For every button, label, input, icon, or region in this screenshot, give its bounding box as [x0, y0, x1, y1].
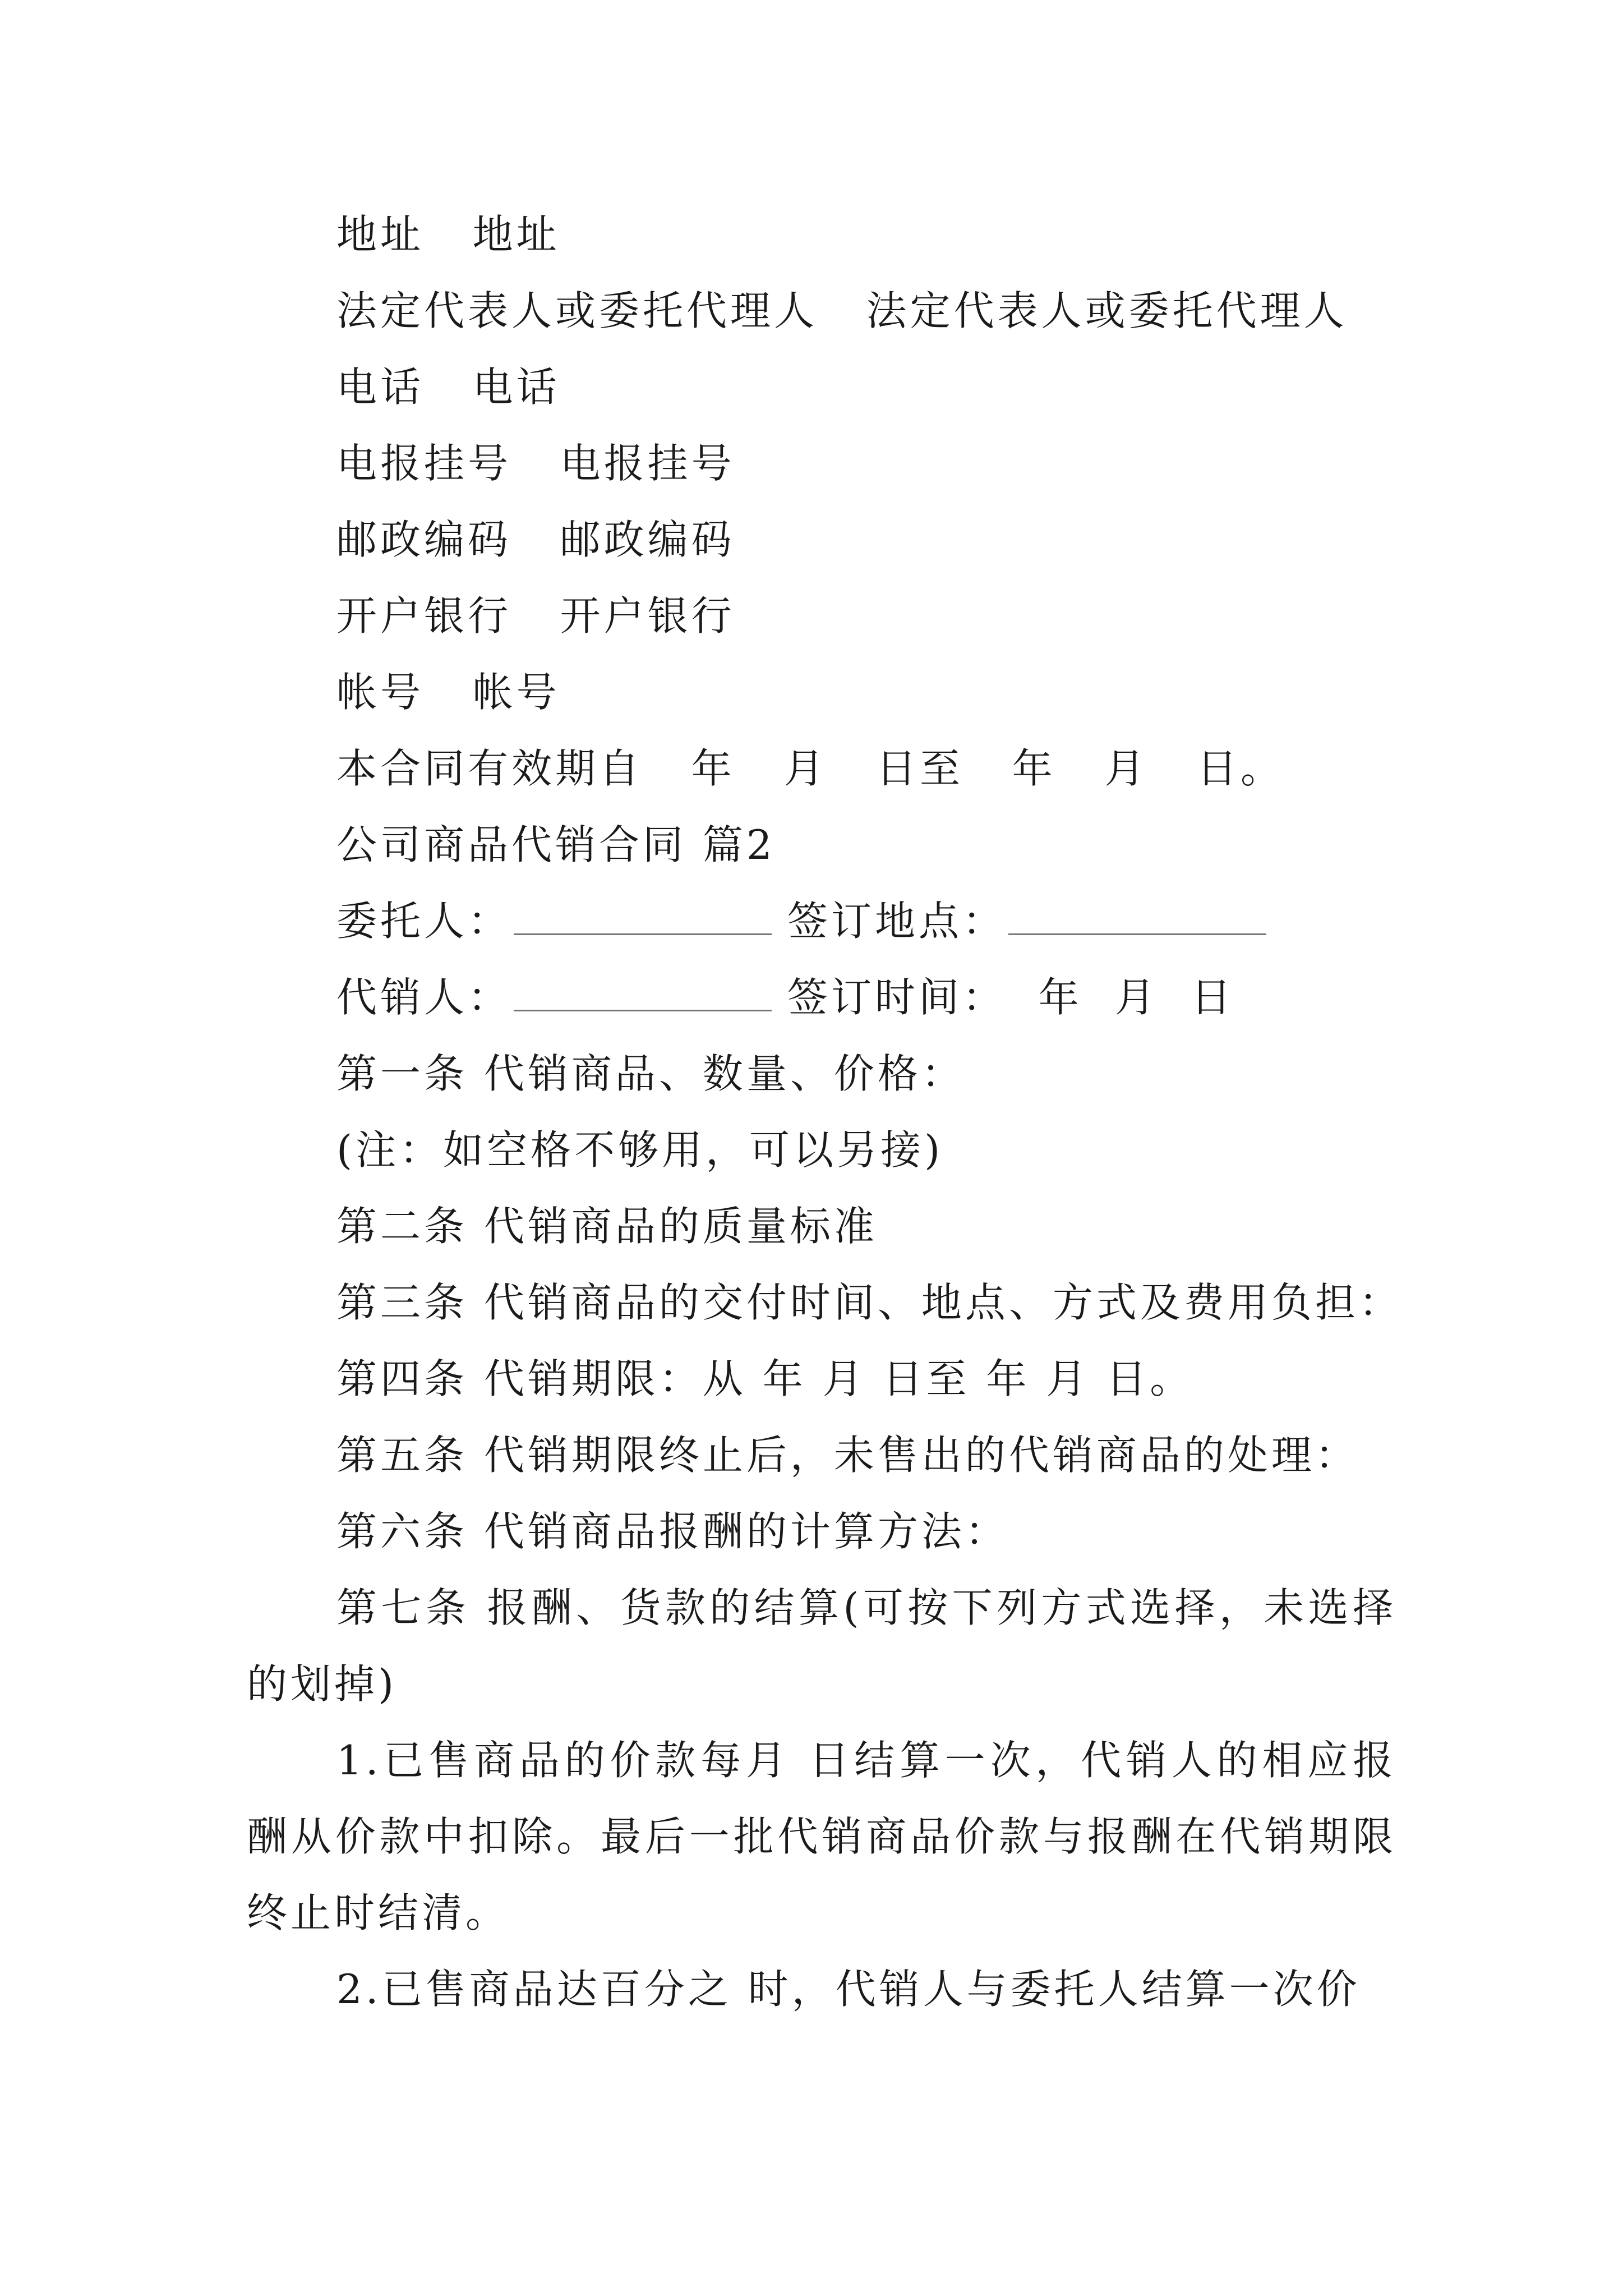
settlement-option-1: 1.已售商品的价款每月 日结算一次，代销人的相应报酬从价款中扣除。最后一批代销商品价款与报酬在代销期限终止时结清。 — [247, 1737, 1396, 1936]
contract-title: 公司商品代销合同 篇2 — [336, 821, 776, 868]
legal-representative-line: 法定代表人或委托代理人 法定代表人或委托代理人 — [336, 287, 1348, 334]
consignor-blank — [514, 898, 772, 935]
agent-blank — [514, 974, 772, 1011]
article-6: 第六条 代销商品报酬的计算方法： — [336, 1508, 1009, 1555]
article-5: 第五条 代销期限终止后，未售出的代销商品的处理： — [336, 1432, 1359, 1479]
article-4: 第四条 代销期限：从 年 月 日至 年 月 日。 — [336, 1355, 1194, 1402]
signing-place-label: 签订地点： — [787, 898, 1007, 945]
consignor-row — [247, 883, 1396, 959]
address-line: 地址 地址 — [336, 211, 560, 258]
settlement-option-2: 2.已售商品达百分之 时，代销人与委托人结算一次价 — [336, 1966, 1361, 2013]
article-1-note: (注：如空格不够用，可以另接) — [336, 1126, 944, 1174]
validity-period-line: 本合同有效期自 年 月 日至 年 月 日。 — [336, 745, 1284, 792]
telegraph-line: 电报挂号 电报挂号 — [336, 440, 735, 487]
article-3: 第三条 代销商品的交付时间、地点、方式及费用负担： — [336, 1279, 1403, 1326]
signing-time-label: 签订时间： — [787, 974, 1007, 1021]
phone-line: 电话 电话 — [336, 364, 560, 411]
article-7: 第七条 报酬、货款的结算(可按下列方式选择，未选择的划掉) — [247, 1584, 1396, 1708]
consignor-label: 委托人： — [336, 898, 512, 945]
signing-place-blank — [1008, 898, 1266, 935]
agent-row — [247, 959, 1396, 1036]
postal-code-line: 邮政编码 邮政编码 — [336, 516, 735, 563]
article-2: 第二条 代销商品的质量标准 — [336, 1203, 878, 1250]
article-1: 第一条 代销商品、数量、价格： — [336, 1050, 965, 1097]
account-line: 帐号 帐号 — [336, 669, 560, 716]
bank-line: 开户银行 开户银行 — [336, 592, 735, 639]
agent-label: 代销人： — [336, 974, 512, 1021]
document-body — [247, 196, 1403, 2027]
signing-time-date: 年 月 日 — [1006, 974, 1235, 1021]
